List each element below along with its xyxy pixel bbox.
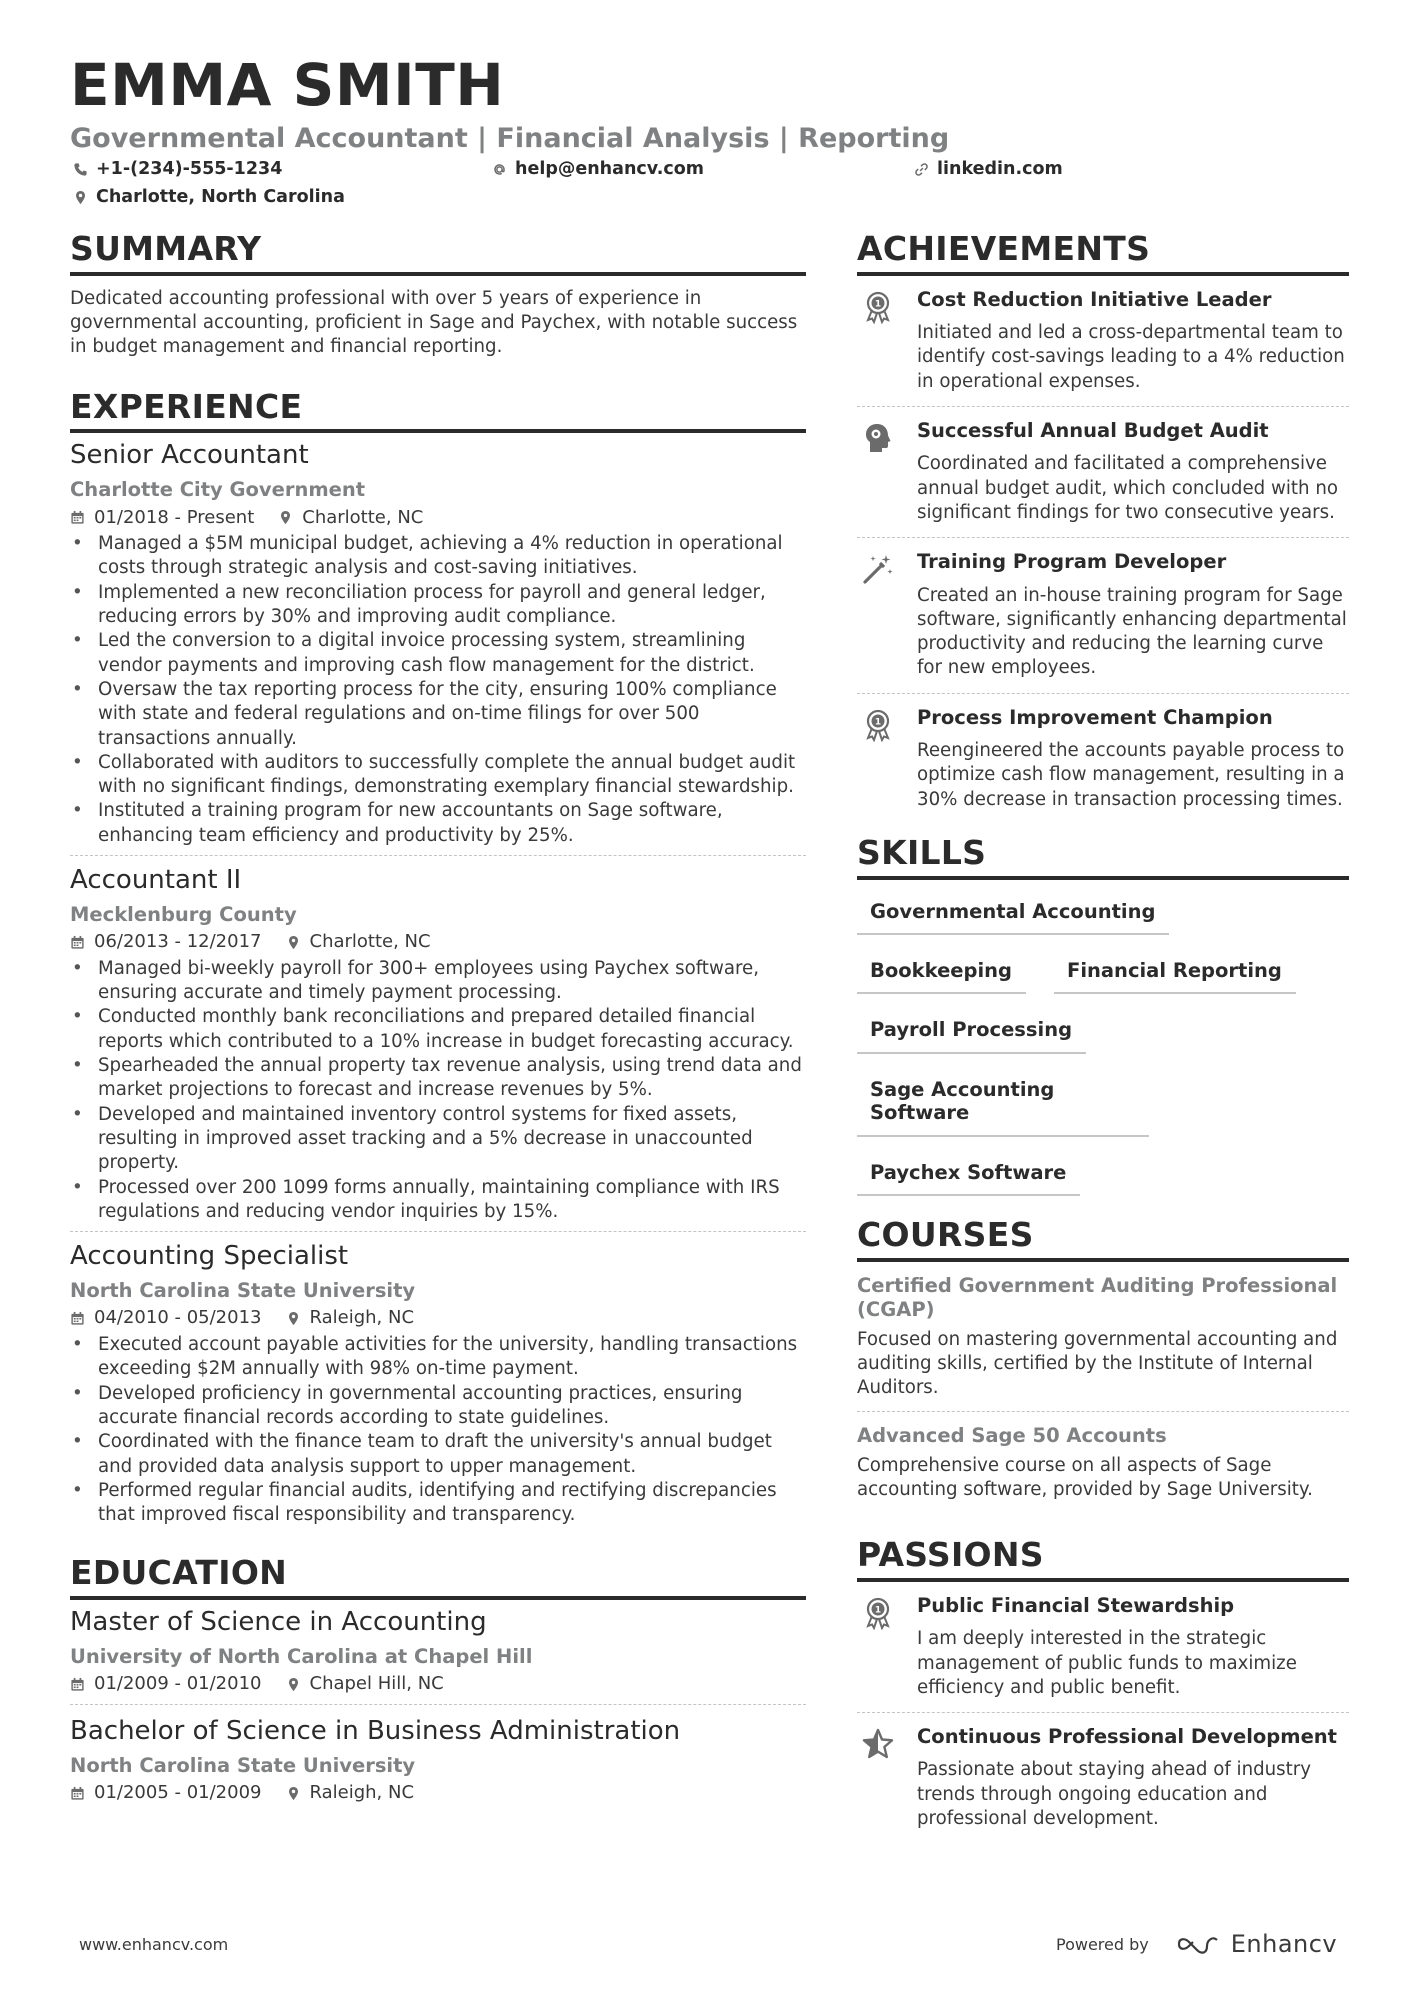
- bullet-item: • Implemented a new reconciliation process for payroll and general ledger, reducing errors by 30% and improving audit compliance.: [70, 581, 806, 630]
- experience-heading: EXPERIENCE: [70, 390, 806, 434]
- course-description: Comprehensive course on all aspects of Sage accounting software, provided by Sage University.: [857, 1454, 1313, 1500]
- summary-section: [70, 229, 806, 359]
- bullet-item: • Executed account payable activities for the university, handling transactions exceeding $2M annually with 98% on-time payment.: [70, 1333, 806, 1382]
- job-bullets: [70, 532, 806, 848]
- passion-entry: [857, 1712, 1349, 1843]
- passion-entry: [857, 1582, 1349, 1712]
- bullet-item: • Instituted a training program for new accountants on Sage software, enhancing team efficiency and productivity by 25%.: [70, 799, 806, 848]
- phone-text[interactable]: +1-(234)-555-1234: [96, 159, 283, 179]
- brand-name: Enhancv: [1230, 1930, 1338, 1958]
- bullet-item: • Led the conversion to a digital invoice processing system, streamlining vendor payments and improving cash flow management for the district.: [70, 629, 806, 678]
- course-title: Certified Government Auditing Professional (CGAP): [857, 1273, 1338, 1321]
- entry-title: Process Improvement Champion: [917, 705, 1273, 729]
- phone-icon: [72, 162, 88, 178]
- education-section: [70, 1553, 806, 1812]
- courses-heading: COURSES: [857, 1218, 1349, 1262]
- star-icon: [857, 1725, 917, 1831]
- job-meta: [70, 931, 806, 953]
- job-meta: [70, 507, 806, 529]
- contact-linkedin: [913, 161, 1063, 179]
- bullet-item: • Developed and maintained inventory control systems for fixed assets, resulting in improved asset tracking and a 5% decrease in unaccounted property.: [70, 1103, 806, 1176]
- svg-text:1: 1: [874, 717, 882, 728]
- education-heading: EDUCATION: [70, 1556, 806, 1600]
- magic-wand-icon: [857, 550, 917, 681]
- location-pin-icon: [286, 1677, 310, 1692]
- link-icon: [913, 162, 929, 178]
- brand-logo[interactable]: [1175, 1930, 1337, 1958]
- contact-email: [491, 161, 704, 179]
- entry-title: Successful Annual Budget Audit: [917, 418, 1269, 442]
- course-entry: [857, 1262, 1349, 1411]
- head-icon: [857, 419, 917, 525]
- education-entry: [70, 1704, 806, 1813]
- job-title: Senior Accountant: [70, 440, 309, 471]
- at-icon: [491, 162, 507, 178]
- location-pin-icon: [286, 935, 310, 950]
- education-location: [286, 1782, 415, 1804]
- job-bullets: [70, 957, 806, 1224]
- school-name: North Carolina State University: [70, 1753, 416, 1777]
- passions-list: [857, 1582, 1349, 1844]
- footer-branding: [1056, 1930, 1337, 1958]
- date-range: 01/2009 - 01/2010: [94, 1673, 262, 1695]
- entry-title: Training Program Developer: [917, 550, 1227, 574]
- job-bullets: [70, 1333, 806, 1527]
- courses-list: [857, 1262, 1349, 1512]
- bullet-item: • Collaborated with auditors to successfully complete the annual budget audit with no significant findings, demonstrating exemplary financial stewardship.: [70, 751, 806, 800]
- entry-description: Initiated and led a cross-departmental team to identify cost-savings leading to a 4% reduction in operational expenses.: [917, 322, 1345, 392]
- location-pin-icon: [286, 1786, 310, 1801]
- job-title: Accountant II: [70, 865, 242, 896]
- entry-title: Cost Reduction Initiative Leader: [917, 287, 1272, 311]
- company-name: Mecklenburg County: [70, 902, 297, 926]
- location-text: Chapel Hill, NC: [309, 1673, 444, 1695]
- job-dates: [70, 1307, 262, 1329]
- entry-body: [917, 706, 1349, 812]
- location-text: Charlotte, NC: [302, 506, 424, 528]
- skill-tag: Bookkeeping: [857, 947, 1026, 994]
- bullet-item: • Conducted monthly bank reconciliations and prepared detailed financial reports which contributed to a 10% increase in budget forecasting accuracy.: [70, 1005, 806, 1054]
- entry-description: Created an in-house training program for Sage software, significantly enhancing departmental productivity and reducing the learning curve for new employees.: [917, 584, 1347, 679]
- location-pin-icon: [286, 1311, 310, 1326]
- skill-tag: Payroll Processing: [857, 1006, 1086, 1053]
- award-icon: [857, 1594, 917, 1700]
- entry-body: [917, 550, 1349, 681]
- entry-title: Continuous Professional Development: [917, 1725, 1337, 1749]
- skills-list: [857, 888, 1349, 1208]
- award-icon: [857, 706, 917, 812]
- footer-website[interactable]: www.enhancv.com: [79, 1935, 229, 1954]
- left-column: [70, 229, 806, 1813]
- svg-text:1: 1: [874, 1605, 882, 1616]
- education-dates: [70, 1782, 262, 1804]
- date-range: 04/2010 - 05/2013: [94, 1307, 262, 1329]
- education-location: [286, 1673, 444, 1695]
- summary-text: Dedicated accounting professional with over 5 years of experience in governmental accounting, proficient in Sage and Paychex, with notable success in budget management and financial reporting.: [70, 287, 798, 357]
- location-text: Charlotte, North Carolina: [96, 187, 345, 207]
- experience-entry: [70, 1231, 806, 1534]
- bullet-item: • Oversaw the tax reporting process for the city, ensuring 100% compliance with state and federal regulations and on-time filings for over 500 transactions annually.: [70, 678, 806, 751]
- education-dates: [70, 1673, 262, 1695]
- school-name: University of North Carolina at Chapel Hill: [70, 1644, 533, 1668]
- education-list: [70, 1608, 806, 1813]
- passions-section: [857, 1535, 1349, 1843]
- entry-description: Reengineered the accounts payable process to optimize cash flow management, resulting in a 30% decrease in transaction processing times.: [917, 740, 1345, 810]
- entry-body: [917, 419, 1349, 525]
- bullet-item: • Managed bi-weekly payroll for 300+ employees using Paychex software, ensuring accurate and timely payment processing.: [70, 957, 806, 1006]
- bullet-item: • Developed proficiency in governmental accounting practices, ensuring accurate financial records according to state guidelines.: [70, 1382, 806, 1431]
- candidate-headline: Governmental Accountant | Financial Analysis | Reporting: [70, 123, 950, 154]
- entry-description: Passionate about staying ahead of industry trends through ongoing education and professional development.: [917, 1759, 1312, 1830]
- achievement-entry: [857, 693, 1349, 824]
- job-location: [278, 507, 423, 529]
- calendar-icon: [70, 1677, 94, 1692]
- achievements-section: [857, 229, 1349, 824]
- svg-text:1: 1: [874, 299, 882, 310]
- bullet-item: • Spearheaded the annual property tax revenue analysis, using trend data and market projections to forecast and increase revenues by 5%.: [70, 1054, 806, 1103]
- contact-phone: [72, 161, 282, 179]
- bullet-item: • Processed over 200 1099 forms annually, maintaining compliance with IRS regulations and reducing vendor inquiries by 15%.: [70, 1176, 806, 1225]
- achievement-entry: [857, 406, 1349, 537]
- date-range: 01/2018 - Present: [94, 506, 255, 528]
- contact-location: [72, 189, 345, 207]
- award-icon: [857, 288, 917, 394]
- skill-tag: Paychex Software: [857, 1149, 1080, 1196]
- location-pin-icon: [278, 510, 302, 525]
- calendar-icon: [70, 510, 94, 525]
- job-meta: [70, 1307, 806, 1329]
- summary-heading: SUMMARY: [70, 232, 806, 276]
- job-location: [286, 931, 431, 953]
- passions-heading: PASSIONS: [857, 1538, 1349, 1582]
- calendar-icon: [70, 1311, 94, 1326]
- email-link[interactable]: help@enhancv.com: [515, 159, 705, 179]
- job-location: [286, 1307, 415, 1329]
- linkedin-link[interactable]: linkedin.com: [937, 159, 1063, 179]
- date-range: 01/2005 - 01/2009: [94, 1782, 262, 1804]
- location-text: Charlotte, NC: [309, 931, 431, 953]
- education-meta: [70, 1782, 806, 1804]
- education-entry: [70, 1608, 806, 1704]
- company-name: Charlotte City Government: [70, 478, 366, 502]
- right-column: [857, 229, 1349, 1843]
- skill-tag: Sage Accounting Software: [857, 1066, 1149, 1137]
- education-meta: [70, 1673, 806, 1695]
- achievements-heading: ACHIEVEMENTS: [857, 232, 1349, 276]
- entry-description: I am deeply interested in the strategic management of public funds to maximize efficiency and public benefit.: [917, 1628, 1297, 1698]
- course-title: Advanced Sage 50 Accounts: [857, 1423, 1167, 1447]
- skills-heading: SKILLS: [857, 836, 1349, 880]
- company-name: North Carolina State University: [70, 1279, 416, 1303]
- bullet-item: • Managed a $5M municipal budget, achieving a 4% reduction in operational costs through strategic analysis and cost-saving initiatives.: [70, 532, 806, 581]
- entry-body: [917, 1594, 1349, 1700]
- calendar-icon: [70, 935, 94, 950]
- skill-tag: Financial Reporting: [1054, 947, 1296, 994]
- calendar-icon: [70, 1786, 94, 1801]
- experience-entry: [70, 855, 806, 1231]
- courses-section: [857, 1215, 1349, 1512]
- experience-entry: [70, 441, 806, 855]
- job-dates: [70, 507, 254, 529]
- entry-body: [917, 288, 1349, 394]
- bullet-item: • Performed regular financial audits, identifying and rectifying discrepancies that improved fiscal responsibility and transparency.: [70, 1479, 806, 1528]
- date-range: 06/2013 - 12/2017: [94, 931, 262, 953]
- entry-body: [917, 1725, 1349, 1831]
- enhancv-logo-icon: [1175, 1932, 1221, 1956]
- job-dates: [70, 931, 262, 953]
- skill-tag: Governmental Accounting: [857, 888, 1169, 935]
- location-text: Raleigh, NC: [309, 1782, 415, 1804]
- bullet-item: • Coordinated with the finance team to draft the university's annual budget and provided data analysis support to upper management.: [70, 1430, 806, 1479]
- powered-by-text: Powered by: [1056, 1934, 1149, 1954]
- degree-title: Master of Science in Accounting: [70, 1607, 487, 1638]
- experience-list: [70, 441, 806, 1534]
- experience-section: [70, 386, 806, 1535]
- job-title: Accounting Specialist: [70, 1241, 349, 1272]
- entry-description: Coordinated and facilitated a comprehensive annual budget audit, which concluded with no significant findings for two consecutive years.: [917, 453, 1339, 523]
- candidate-name: EMMA SMITH: [70, 51, 505, 119]
- achievement-entry: [857, 537, 1349, 693]
- entry-title: Public Financial Stewardship: [917, 1593, 1235, 1617]
- location-text: Raleigh, NC: [309, 1307, 415, 1329]
- location-pin-icon: [72, 190, 88, 206]
- degree-title: Bachelor of Science in Business Administration: [70, 1715, 681, 1746]
- achievements-list: [857, 276, 1349, 824]
- course-entry: [857, 1411, 1349, 1513]
- course-description: Focused on mastering governmental accounting and auditing skills, certified by the Institute of Internal Auditors.: [857, 1328, 1338, 1399]
- achievement-entry: [857, 276, 1349, 406]
- skills-section: [857, 833, 1349, 1208]
